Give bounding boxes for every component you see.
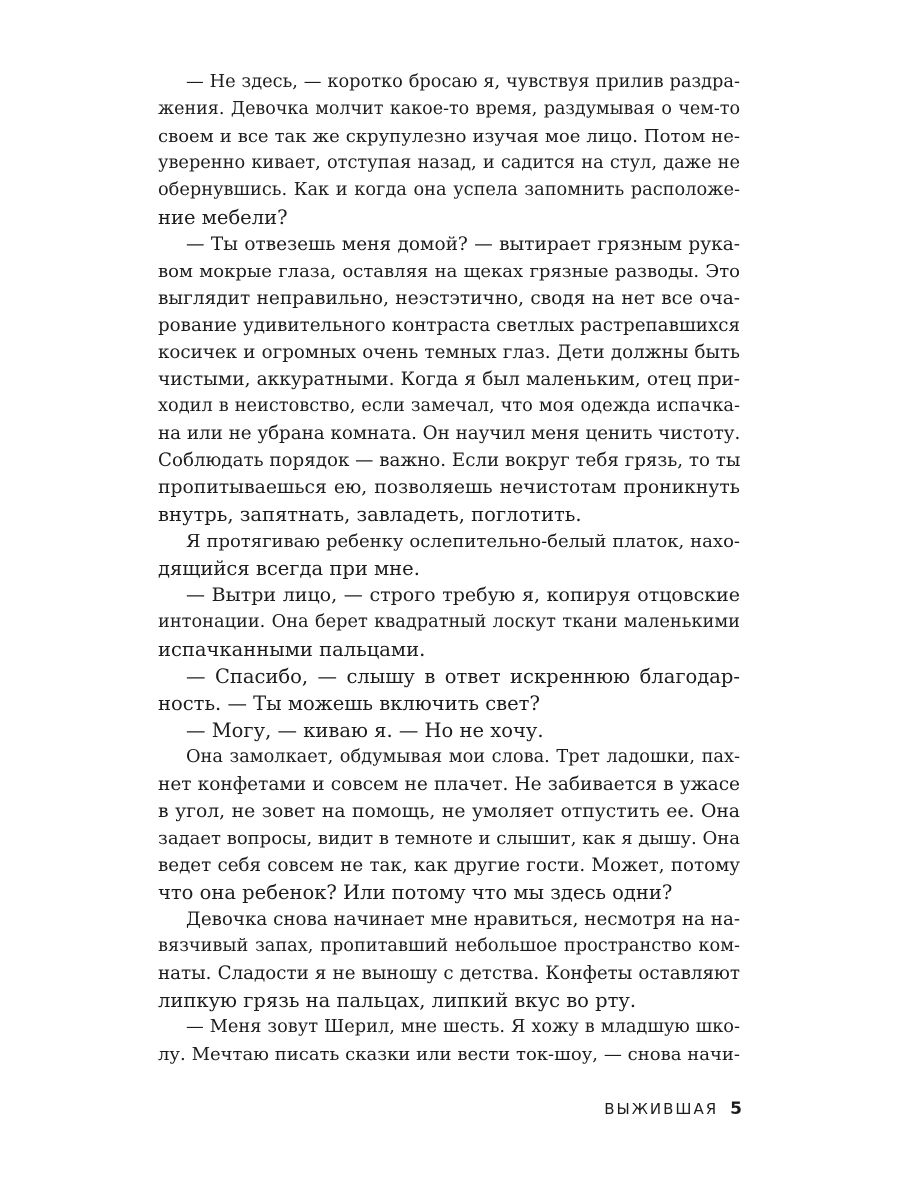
text-line: дящийся всегда при мне. — [158, 557, 420, 580]
text-line: — Могу, — киваю я. — Но не хочу. — [186, 719, 544, 742]
text-line: наты. Сладости я не выношу с детства. Конфеты оставляют — [158, 963, 740, 984]
page-footer — [604, 1097, 742, 1121]
text-line: интонации. Она берет квадратный лоскут ткани маленькими — [158, 612, 740, 632]
text-line: чистыми, аккуратными. Когда я был маленьким, отец при- — [158, 369, 740, 390]
text-line: — Не здесь, — коротко бросаю я, чувствуя прилив раздра- — [186, 72, 740, 92]
text-line: вязчивый запах, пропитавший небольшое пространство ком- — [158, 936, 740, 956]
text-line: липкую грязь на пальцах, липкий вкус во рту. — [158, 989, 637, 1012]
text-line: Я протягиваю ребенку ослепительно-белый платок, нахо- — [186, 531, 740, 552]
text-line: — Спасибо, — слышу в ответ искреннюю благодар- — [186, 665, 740, 688]
text-line: косичек и огромных очень темных глаз. Дети должны быть — [158, 342, 740, 363]
text-line: выглядит неправильно, неэстэтично, сводя на нет все оча- — [158, 288, 740, 309]
text-line: нет конфетами и совсем не плачет. Не забивается в ужасе — [158, 774, 740, 795]
text-line: — Вытри лицо, — строго требую я, копируя отцовские — [186, 584, 740, 606]
text-line: ведет себя совсем не так, как другие гости. Может, потому — [158, 855, 740, 876]
text-line: Соблюдать порядок — важно. Если вокруг тебя грязь, то ты — [158, 450, 741, 471]
text-line: ходил в неистовство, если замечал, что моя одежда испачка- — [158, 396, 740, 416]
text-line: — Ты отвезешь меня домой? — вытирает грязным рука- — [186, 234, 740, 255]
text-line: обернувшись. Как и когда она успела запомнить расположе- — [158, 180, 740, 200]
text-line: внутрь, запятнать, завладеть, поглотить. — [158, 503, 582, 526]
text-line: уверенно кивает, отступая назад, и садится на стул, даже не — [158, 153, 740, 173]
text-line: лу. Мечтаю писать сказки или вести ток-шоу, — снова начи- — [158, 1044, 740, 1065]
text-line: жения. Девочка молчит какое-то время, раздумывая о чем-то — [158, 99, 740, 119]
text-line: ние мебели? — [158, 206, 288, 229]
body-text — [158, 69, 740, 1068]
text-line: на или не убрана комната. Он научил меня ценить чистоту. — [158, 423, 741, 444]
text-line: ность. — Ты можешь включить свет? — [158, 692, 540, 715]
text-line: задает вопросы, видит в темноте и слышит, как я дышу. Она — [158, 828, 740, 849]
text-line: — Меня зовут Шерил, мне шесть. Я хожу в младшую шко- — [186, 1017, 740, 1037]
text-line: Она замолкает, обдумывая мои слова. Трет ладошки, пах- — [186, 747, 740, 767]
text-line: своем и все так же скрупулезно изучая мое лицо. Потом не- — [158, 126, 740, 147]
text-line: в угол, не зовет на помощь, не умоляет отпустить ее. Она — [158, 801, 740, 822]
text-line: Девочка снова начинает мне нравиться, несмотря на на- — [186, 909, 740, 930]
page-number: 5 — [730, 1099, 742, 1119]
text-line: испачканными пальцами. — [158, 638, 426, 661]
text-line: что она ребенок? Или потому что мы здесь одни? — [158, 881, 673, 904]
running-title: ВЫЖИВШАЯ — [604, 1100, 719, 1118]
text-line: рование удивительного контраста светлых растрепавшихся — [158, 315, 740, 336]
text-line: вом мокрые глаза, оставляя на щеках грязные разводы. Это — [158, 261, 740, 282]
text-line: пропитываешься ею, позволяешь нечистотам проникнуть — [158, 477, 740, 498]
